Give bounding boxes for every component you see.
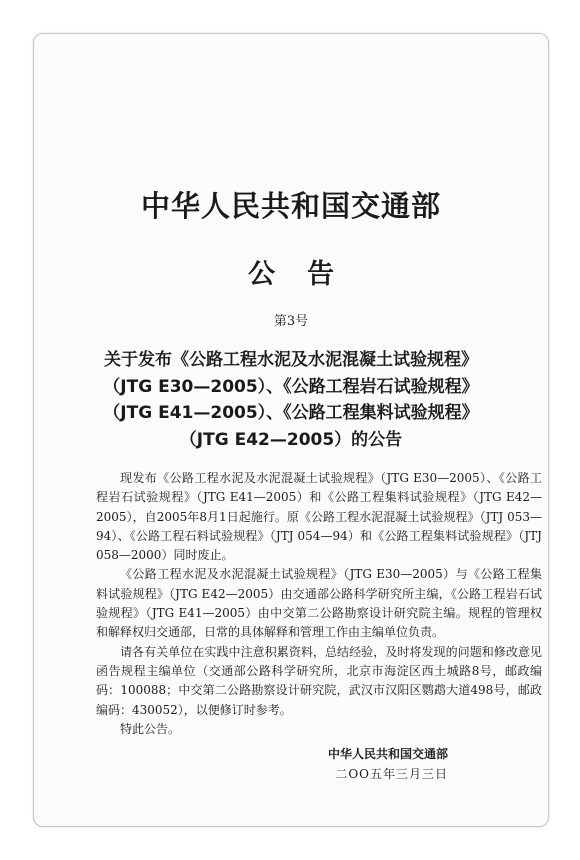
title-line: （JTG E30—2005）、《公路工程岩石试验规程》 (103, 376, 479, 397)
title-line: （JTG E41—2005）、《公路工程集料试验规程》 (103, 403, 479, 423)
body-paragraph: 请各有关单位在实践中注意积累资料，总结经验，及时将发现的问题和修改意见函告规程主编单位（交通部公路科学研究所，北京市海淀区西土城路8号，邮政编码：100088；中交第二公路勘察设计研究院，武汉市汉阳区鹦鹉大道498号，邮政编码：430052），以便修订时参考。 (96, 644, 542, 717)
body-paragraph: 《公路工程水泥及水泥混凝土试验规程》（JTG E30—2005）与《公路工程集料试验规程》（JTG E42—2005）由交通部公路科学研究所主编，《公路工程岩石试验规程》（JTG E41—2005）由中交第二公路勘察设计研究院主编。规程的管理权和解释权归交通部，日常的具体解释和管理工作由主编单位负责。 (96, 567, 542, 640)
notice-heading: 公告 (248, 259, 366, 290)
title-line: 关于发布《公路工程水泥及水泥混凝土试验规程》 (104, 350, 478, 370)
notice-body (96, 469, 542, 739)
title-line: （JTG E42—2005）的公告 (179, 429, 403, 450)
signature-issuer: 中华人民共和国交通部 (327, 747, 448, 761)
signature-date: 二OO五年三月三日 (335, 767, 448, 781)
ministry-heading: 中华人民共和国交通部 (140, 189, 441, 223)
notice-number: 第3号 (273, 314, 309, 329)
body-paragraph: 特此公告。 (120, 721, 181, 736)
body-paragraph: 现发布《公路工程水泥及水泥混凝土试验规程》（JTG E30—2005）、《公路工程岩石试验规程》（JTG E41—2005）和《公路工程集料试验规程》（JTG E42—2005），自2005年8月1日起施行。原《公路工程水泥混凝土试验规程》（JTJ 053—94）、《公路工程石料试验规程》（JTJ 054—94）和《公路工程集料试验规程》（JTJ 058—2000）同时废止。 (96, 471, 542, 563)
notice-title (74, 347, 508, 453)
document-page (33, 33, 549, 827)
